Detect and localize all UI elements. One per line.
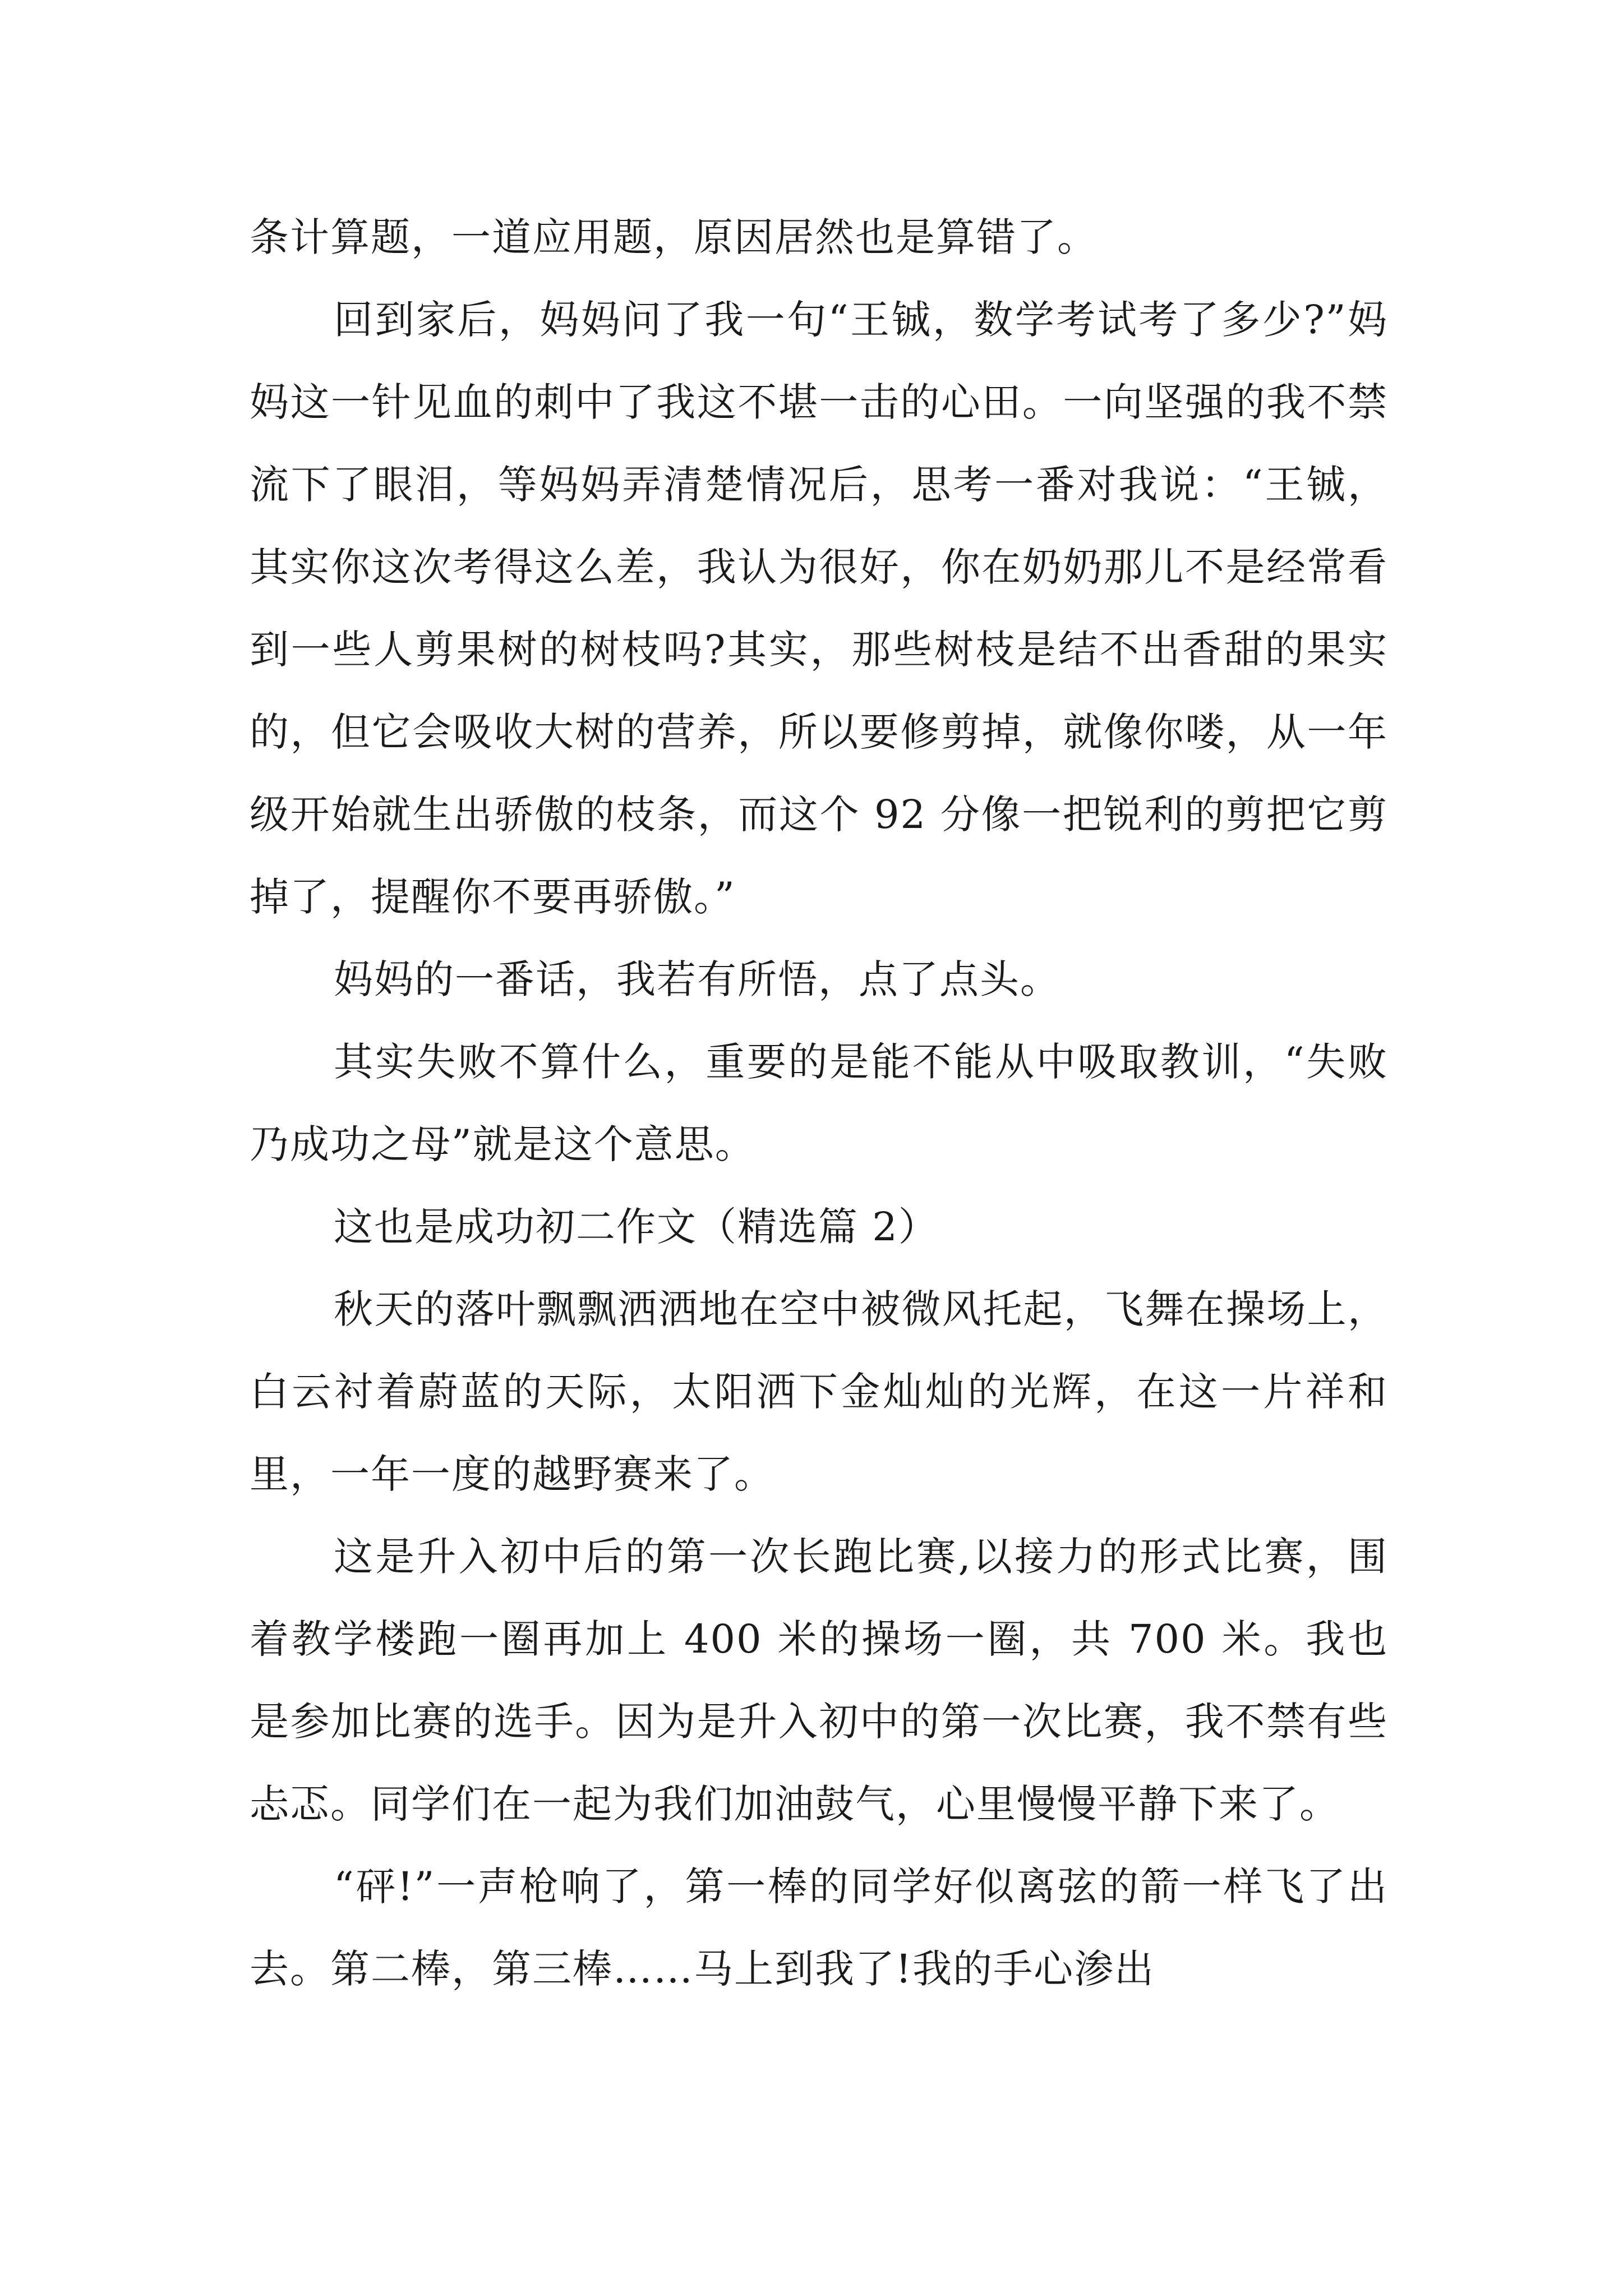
paragraph: 妈妈的一番话，我若有所悟，点了点头。 [334, 956, 1061, 1002]
paragraph: 秋天的落叶飘飘洒洒地在空中被微风托起，飞舞在操场上，白云衬着蔚蓝的天际，太阳洒下金灿灿的光辉，在这一片祥和里，一年一度的越野赛来了。 [250, 1286, 1388, 1497]
paragraph: 其实失败不算什么，重要的是能不能从中吸取教训，“失败乃成功之母”就是这个意思。 [250, 1039, 1388, 1167]
paragraph: 回到家后，妈妈问了我一句“王铖，数学考试考了多少?”妈妈这一针见血的刺中了我这不堪一击的心田。一向坚强的我不禁流下了眼泪，等妈妈弄清楚情况后，思考一番对我说：“王铖，其实你这次考得这么差，我认为很好，你在奶奶那儿不是经常看到一些人剪果树的树枝吗?其实，那些树枝是结不出香甜的果实的，但它会吸收大树的营养，所以要修剪掉，就像你喽，从一年级开始就生出骄傲的枝条，而这个 92 分像一把锐利的剪把它剪掉了，提醒你不要再骄傲。” [250, 297, 1388, 920]
section-heading: 这也是成功初二作文（精选篇 2） [334, 1204, 939, 1250]
paragraph: 这是升入初中后的第一次长跑比赛,以接力的形式比赛，围着教学楼跑一圈再加上 400 米的操场一圈，共 700 米。我也是参加比赛的选手。因为是升入初中的第一次比赛，我不禁有些忐忑。同学们在一起为我们加油鼓气，心里慢慢平静下来了。 [250, 1534, 1388, 1827]
paragraph: “砰!”一声枪响了，第一棒的同学好似离弦的箭一样飞了出去。第二棒，第三棒……马上到我了!我的手心渗出 [250, 1864, 1388, 1992]
essay-body [250, 196, 1388, 2010]
paragraph: 条计算题，一道应用题，原因居然也是算错了。 [250, 214, 1098, 260]
